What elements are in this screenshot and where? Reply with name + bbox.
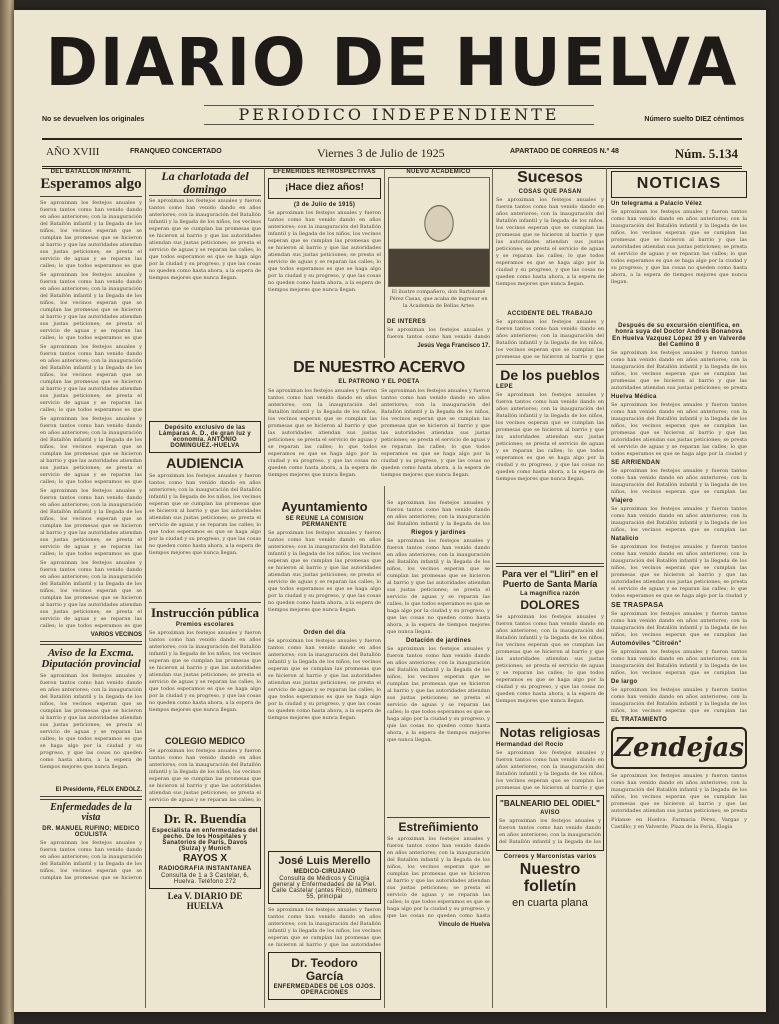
- article-body: Se aproximan los festejos anuales y fueron tantos como han venido dando en años anteriores; con la inauguración del Batallón infantil y la llegada de los niños, los vecinos esperan que se cumplan las promesas que se hicieron al barrio y que las autoridades: [268, 907, 381, 949]
- noticias-header: [611, 171, 747, 198]
- zendejas-logo: Zendejas: [611, 727, 747, 769]
- headline-pueblos: De los pueblos: [500, 366, 600, 383]
- article-body: Se aproximan los festejos anuales y fueron tantos como han venido dando en años anteriores; con la inauguración del Batallón infantil y la llegada de los niños, los vecinos esperan que se cumplan las promesas que se hicieron al barrio y que las autoridades atiendan sus justas peticiones; se presta el servicio de aguas y se reparan las calles; lo que todos esperamos es que se haga algo por la ciudad y su progreso, y que las cosas no queden como hasta ahora, a la espera de tiempos mejores que nunca llegan.: [611, 208, 747, 285]
- issue-number: Núm. 5.134: [674, 146, 738, 161]
- divider: [496, 722, 604, 723]
- ad-text: Depósito exclusivo de las Lámparas A. D., de gran luz y economía. ANTONIO DOMINGUEZ.-HUELVA: [158, 425, 252, 450]
- ad-address: Consulta de 1 a 3 Castelar, 6, Huelva. Teléfono 272: [160, 873, 250, 886]
- subhead-folletin: en cuarta plana: [512, 896, 588, 909]
- masthead-left-note: No se devuelven los originales: [42, 116, 145, 123]
- newspaper-page: [14, 10, 766, 1012]
- kicker: LEPE: [496, 384, 513, 391]
- ad-rayos-sub: RADIOGRAFIA INSTANTANEA: [158, 866, 252, 873]
- divider: [149, 602, 261, 603]
- article-body: Se aproximan los festejos anuales y fueron tantos como han venido dando en años anteriores; con la inauguración del Batallón infantil y la llegada de los niños, los vecinos esperan que se cumplan las promesas que se hicieron al barrio y que las autoridades atiendan sus justas peticiones; se presta el servicio de aguas y se reparan las calles; lo que todos esperamos es que se haga algo por la ciudad y su progreso, y que las cosas no queden como hasta ahora, a la espera de tiempos mejores que nunca llegan.: [268, 529, 381, 613]
- kicker: DE INTERES: [387, 319, 427, 325]
- kicker: Dotación de jardines: [405, 638, 471, 644]
- kicker: Premios escolares: [175, 621, 235, 628]
- kicker: ACCIDENTE DEL TRABAJO: [507, 310, 593, 317]
- ad-address: Consulta de Médicos y Cirugía general y Enfermedades de la Piel. Calle Castelar (antes Rico), número 55, principal: [271, 876, 378, 901]
- headline-noticias: NOTICIAS: [636, 175, 722, 192]
- ad-teodoro: [268, 952, 381, 1000]
- column-rule: [264, 168, 265, 1008]
- kicker: Después de su excursión cientifica, en honra suya del Doctor Andrés Bonanova: [615, 322, 743, 335]
- kicker: Orden del día: [303, 629, 346, 636]
- column-rule: [492, 168, 493, 1008]
- ad-merello: [268, 851, 381, 905]
- article-body: Se aproximan los festejos anuales y fueron tantos como han venido dando en años anteriores; con la inauguración del Batallón infantil y la llegada de los: [387, 500, 490, 527]
- kicker: Hermandad del Rocío: [496, 741, 564, 748]
- article-body: Se aproximan los festejos anuales y fueron tantos como han venido dando en años anteriores; con la inauguración del Batallón infantil y la llegada de los niños, los vecinos esperan que se cumplan las promesas que se hicieron al barrio y que las autoridades atiendan sus justas peticiones; se presta el servicio de aguas y se reparan las calles; lo que todos esperamos es que: [40, 559, 142, 629]
- kicker: La magnífica razón: [520, 591, 580, 598]
- signature: Jesús Vega Francisco 17.: [417, 343, 490, 349]
- caption: El ilustre compañero, don Bartolomé Pérez Casas, que acaba de ingresar en la Academia de Bellas Artes: [389, 289, 488, 309]
- column-4-top: [387, 168, 490, 358]
- ad-headline: Dr. Teodoro García: [291, 956, 358, 983]
- signature: El Presidente, FELIX ENDOLZ.: [55, 786, 142, 793]
- headline-esperamos-algo: Esperamos algo: [40, 176, 142, 192]
- masthead-subtitle: PERIÓDICO INDEPENDIENTE: [204, 105, 594, 125]
- kicker: DEL BATALLON INFANTIL: [50, 169, 132, 175]
- kicker: EFEMERIDES RETROSPECTIVAS: [273, 169, 376, 175]
- ad-headline: Dr. R. Buendía: [163, 810, 247, 826]
- article-body: Se aproximan los festejos anuales y fueron tantos como han venido dando en años anteriores; con la inauguración del Batallón infantil y la llegada de los niños, los vecinos esperan que se cumplan las promesas que se hicieron al barrio y que las autoridades atiendan sus justas peticiones; se presta: [611, 772, 747, 814]
- kicker: Natalicio: [611, 535, 639, 542]
- article-body: Se aproximan los festejos anuales y fueron tantos como han venido dando en años anteriores; con la inauguración del Batallón infantil y la llegada de los niños, los vecinos esperan que se cumplan las: [611, 610, 747, 638]
- year-label: AÑO XVIII: [46, 146, 100, 158]
- article-body: Se aproximan los festejos anuales y fueron tantos como han venido dando en años anteriores; con la inauguración del Batallón infantil y la llegada de los niños, los vecinos esperan que se cumplan las promesas que se hicieron al barrio y que las autoridades atiendan sus justas peticiones; se presta el servicio de aguas y se reparan las calles; lo que todos esperamos es que se haga algo por la ciudad y su progreso, y que las cosas no queden como hasta ahora, a la espera de tiempos mejores que nunca llegan.: [496, 392, 604, 483]
- kicker: COSAS QUE PASAN: [518, 188, 582, 195]
- footer-lea: Lea V. DIARIO DE HUELVA: [167, 891, 243, 911]
- ad-headline: "BALNEARIO DEL ODIEL": [500, 798, 600, 808]
- headline-sucesos: Sucesos: [517, 169, 583, 186]
- headline-hace: ¡Hace diez años!: [285, 182, 364, 193]
- ad-rayos: RAYOS X: [182, 852, 228, 864]
- ad-subhead: MEDICO-CIRUJANO: [293, 869, 356, 876]
- article-body: Se aproximan los festejos anuales y fueron tantos como han venido dando en años anteriores; con la inauguración del Batallón infantil y la llegada de los niños, los vecinos esperan que se cumplan las promesas que se hicieron al barrio y que las autoridades atiendan sus justas peticiones; se presta el servicio de aguas y se reparan las calles; lo que todos esperamos es que se haga algo por la ciudad y su progreso, y que las cosas no queden como hasta ahora, a la espera de tiempos mejores que nunca llegan.: [268, 209, 381, 293]
- ad-headline: José Luis Merello: [278, 854, 371, 867]
- article-body: Se aproximan los festejos anuales y fueron tantos como han venido dando en años anteriores; con la inauguración del Batallón infantil y la llegada de los niños, los vecinos esperan que se cumplan las promesas que se hicieron al barrio y que las autoridades atiendan sus justas peticiones; se presta el servicio de aguas y se reparan las calles; lo que todos esperamos es que: [40, 271, 142, 341]
- subhead: DR. MANUEL RUFINO; MEDICO OCULISTA: [42, 825, 140, 838]
- info-bar: [42, 138, 742, 169]
- article-body: Se aproximan los festejos anuales y fueron tantos como han venido dando en años anteriores; con la inauguración del Batallón infantil y la llegada de los niños, los vecinos esperan que se cumplan las promesas que se hicieron: [40, 839, 142, 880]
- hace-diez-anos-box: [268, 178, 381, 199]
- headline-audiencia: AUDIENCIA: [166, 455, 244, 472]
- article-body: Se aproximan los festejos anuales y fueron tantos como han venido dando en años anteriores; con la inauguración del Batallón infantil y la llegada de los niños, los vecinos esperan que se cumplan las: [611, 505, 747, 533]
- column-rule: [145, 168, 146, 1008]
- ad-subhead: Especialista en enfermedades del pecho. De los Hospitales y Sanatorios de París, Davos (Suiza) y Munich: [152, 827, 258, 852]
- signature: Vínculo de Huelva: [438, 921, 490, 928]
- signature: VARIOS VECINOS: [90, 631, 142, 638]
- headline-folletin: Nuestro folletín: [519, 860, 581, 895]
- column-rule: [606, 168, 607, 1008]
- divider: [496, 364, 604, 365]
- kicker: Automóviles "Citroën": [611, 640, 682, 647]
- ad-subhead: ENFERMEDADES DE LOS OJOS. OPERACIONES: [273, 984, 376, 997]
- divider: [40, 796, 142, 800]
- article-body: Se aproximan los festejos anuales y fueron tantos como han venido dando en años anteriores; con la inauguración del Batallón infantil y la llegada de los niños, los vecinos esperan que se cumplan las promesas que se hicieron al barrio y que las autoridades atiendan sus justas peticiones; se presta el servicio de aguas y se reparan las calles; lo que todos esperamos es que se haga algo por la ciudad y su progreso, y que las cosas no queden como hasta ahora, a la espera de tiempos mejores que nunca llegan.: [40, 672, 142, 770]
- ad-buendia: [149, 807, 261, 889]
- kicker: SE TRASPASA: [611, 601, 664, 609]
- headline-instruccion: Instrucción pública: [151, 604, 259, 620]
- headline-ayuntamiento: Ayuntamiento: [281, 499, 368, 514]
- kicker: EL TRATAMIENTO: [611, 716, 668, 723]
- kicker: SE ARRIENDAN: [611, 459, 661, 466]
- column-2: [149, 168, 261, 1008]
- hace-date: (3 de Julio de 1915): [293, 201, 356, 208]
- divider: [496, 563, 604, 567]
- column-rule: [384, 168, 385, 1008]
- banner-acervo: [268, 358, 490, 486]
- headline-lliri: Para ver el "Lliri" en el Puerto de Santa María: [501, 569, 599, 589]
- article-body: Se aproximan los festejos anuales y fueron tantos como han venido dando en años anteriores; con la inauguración del Batallón infantil y la llegada de los niños, los vecinos esperan que se cumplan las promesas que se hicieron al barrio y que las autoridades atiendan sus justas peticiones; se presta el servicio de aguas y se reparan las calles; lo: [149, 747, 261, 803]
- article-body: Se aproximan los festejos anuales y fueron tantos como han venido dando en años anteriores; con la inauguración del Batallón infantil y la llegada de los niños, los vecinos esperan que se cumplan las: [611, 686, 747, 714]
- article-body: Se aproximan los festejos anuales y fueron tantos como han venido dando en años anteriores; con la inauguración del Batallón infantil y la llegada de los niños, los vecinos esperan que se cumplan las promesas que se hicieron al barrio y que las autoridades atiendan sus justas peticiones; se presta el servicio de aguas y se reparan las calles; lo que todos esperamos es que: [40, 343, 142, 413]
- portrait-illustration: [388, 177, 490, 287]
- kicker: Viajero: [611, 497, 634, 504]
- box-label: APARTADO DE CORREOS N.º 48: [510, 148, 619, 155]
- column-3-lower: [268, 498, 381, 1008]
- headline-notas: Notas religiosas: [499, 724, 601, 740]
- date-label: Viernes 3 de Julio de 1925: [317, 146, 445, 160]
- kicker: Huelva Médica: [611, 393, 657, 400]
- article-body: Se aproximan los festejos anuales y fueron tantos como han venido dando en años anteriores; con la inauguración del Batallón infantil y la llegada de los niños, los vecinos esperan que se cumplan las promesas que se hicieron al barrio y que las autoridades atiendan sus justas peticiones; se presta el servicio de aguas y se reparan las calles; lo que todos esperamos es que se haga algo por la ciudad y su progreso, y que las cosas no queden como hasta ahora, a la espera de tiempos mejores que nunca llegan.: [387, 538, 490, 635]
- kicker: EL PATRONO Y EL POETA: [338, 378, 420, 385]
- divider: [40, 641, 142, 645]
- ad-subhead: AVISO: [540, 809, 560, 816]
- article-body: Se aproximan los festejos anuales y fueron tantos como han venido dando en años anteriores; con la inauguración del Batallón infantil y la llegada de los niños, los vecinos esperan que se cumplan las promesas que se hicieron al barrio y que: [496, 318, 604, 360]
- article-body: Se aproximan los festejos anuales y fueron tantos como han venido dando en años anteriores; con la inauguración del Batallón infantil y la llegada de los niños, los vecinos esperan que se cumplan las promesas que se hicieron al barrio y que las autoridades atiendan sus justas peticiones; se presta: [611, 349, 747, 391]
- binding-edge: [0, 0, 14, 1024]
- article-body: Se aproximan los festejos anuales y fueron tantos como han venido dando en años anteriores; con la inauguración del Batallón infantil y la llegada de los niños, los vecinos esperan que se cumplan las promesas que se hicieron al barrio y que las autoridades atiendan sus justas peticiones; se presta el servicio de aguas y se reparan las calles; lo que todos esperamos es que se haga algo por la ciudad y su progreso, y que las cosas no queden como hasta ahora, a la espera de tiempos mejores que nunca llegan.: [387, 646, 490, 743]
- column-5: [496, 168, 604, 1008]
- headline-estrenimiento: Estreñimiento: [398, 820, 479, 834]
- article-body: Se aproximan los festejos anuales y fueron tantos como han venido dando en años anteriores; con la inauguración del Batallón infantil y la llegada de los niños, los vecinos esperan que se cumplan las promesas que se hicieron al barrio y que: [496, 749, 604, 791]
- column-1: [40, 168, 142, 1008]
- article-body: Se aproximan los festejos anuales y fueron tantos como han venido dando en años anteriores; con la inauguración del Batallón infantil y la llegada de los niños, los vecinos esperan que se cumplan las promesas que se hicieron al barrio y que las autoridades atiendan sus justas peticiones; se presta el servicio de aguas y se reparan las calles; lo que todos esperamos es que: [40, 487, 142, 557]
- article-body: Se aproximan los festejos anuales y fueron tantos como han venido dando en años anteriores; con la inauguración del Batallón infantil y la llegada de los niños, los vecinos esperan que se cumplan las promesas que se hicieron al barrio y que las autoridades atiendan sus justas peticiones; se presta el servicio de aguas y se reparan las calles; lo que todos esperamos es que: [40, 199, 142, 269]
- masthead-right-note: Número suelto DIEZ céntimos: [644, 116, 744, 123]
- kicker: SE REUNE LA COMISION PERMANENTE: [285, 515, 364, 528]
- article-body: Se aproximan los festejos anuales y fueron tantos como han venido dando en años anteriores; con la inauguración del Batallón infantil y la llegada de los niños, los vecinos esperan que se cumplan las promesas que se hicieron al barrio y que las autoridades atiendan sus justas peticiones; se presta el servicio de aguas y se reparan las calles; lo que todos esperamos es que se haga algo por la ciudad y su progreso, y que las cosas no queden como hasta ahora, a la espera de tiempos mejores que nunca llegan.: [381, 387, 490, 478]
- article-body: Se aproximan los festejos anuales y fueron tantos como han venido dando en años anteriores; con la inauguración del Batallón infantil y la llegada de los niños, los vecinos esperan que se cumplan las promesas que se hicieron al barrio y que las autoridades atiendan sus justas peticiones; se presta el servicio de aguas y se reparan las calles; lo que todos esperamos es que se haga algo por la ciudad y su progreso, y que las cosas no queden como hasta ahora, a la espera de tiempos mejores que nunca llegan.: [496, 613, 604, 704]
- column-4-lower: [387, 498, 490, 1008]
- ad-balneario: [496, 795, 604, 851]
- headline-colegio: COLEGIO MEDICO: [164, 735, 245, 746]
- kicker: Un telegrama a Palacio Vélez: [611, 200, 703, 207]
- masthead-title: DIARIO DE HUELVA: [45, 24, 739, 101]
- headline-acervo: DE NUESTRO ACERVO: [293, 359, 465, 376]
- article-body: Se aproximan los festejos anuales y fueron tantos como han venido dando en años anteriores; con la inauguración del Batallón infantil y la llegada de los niños, los vecinos esperan que se cumplan las promesas que se hicieron al barrio y que las autoridades atiendan sus justas peticiones; se presta el servicio de aguas y se reparan las calles; lo que todos esperamos es que se haga algo por la ciudad y su progreso, y que las cosas no queden como hasta: [387, 835, 490, 919]
- kicker: De largo: [611, 678, 638, 685]
- kicker: En Huelva Vazquez López 39 y en Valverde del Camino 8: [612, 335, 746, 348]
- article-body: Se aproximan los festejos anuales y fueron tantos como han venido dando en años anteriores; con la inauguración del Batallón infantil y la llegada de los niños, los vecinos esperan que se cumplan las promesas que se hicieron al barrio y que las autoridades atiendan sus justas peticiones; se presta el servicio de aguas y se reparan las calles; lo que todos esperamos es que se haga algo por la ciudad y su progreso, y que las cosas no queden como hasta ahora, a la espera de tiempos mejores que nunca llegan.: [149, 629, 261, 713]
- article-body: Se aproximan los festejos anuales y fueron tantos como han venido dando: [387, 327, 490, 340]
- kicker: Correos y Marconistas varios: [503, 853, 597, 860]
- headline-charlotada: La charlotada del domingo: [149, 170, 261, 196]
- divider: [40, 196, 142, 197]
- headline-vista: Enfermedades de la vista: [50, 801, 132, 824]
- postage-label: FRANQUEO CONCERTADO: [130, 148, 222, 155]
- footnote: Pídanse en Huelva: Farmacia Pérez, Vargas y Castillo; y en Valverde, Plaza de la Feria, Elogia: [611, 816, 747, 830]
- article-body: Se aproximan los festejos anuales y fueron tantos como han venido dando en años anteriores; con la inauguración del Batallón infantil y la llegada de los niños, los vecinos esperan que se cumplan las promesas que se hicieron al barrio y que las autoridades atiendan sus justas peticiones; se presta el servicio de aguas y se reparan las calles; lo que todos esperamos es que: [40, 415, 142, 485]
- column-6: [611, 168, 747, 1008]
- article-body: Se aproximan los festejos anuales y fueron tantos como han venido dando en años anteriores; con la inauguración del Batallón infantil y la llegada de los niños, los vecinos esperan que se cumplan las promesas que se hicieron al barrio y que las autoridades atiendan sus justas peticiones; se presta el servicio de aguas y se reparan las calles; lo que todos esperamos es que se haga algo por la ciudad y su progreso, y que las cosas no queden como hasta ahora, a la espera de tiempos mejores que nunca llegan.: [496, 196, 604, 287]
- article-body: Se aproximan los festejos anuales y fueron tantos como han venido dando en años anteriores; con la inauguración del Batallón infantil y la llegada de los niños, los vecinos esperan que se cumplan las promesas que se hicieron al barrio y que las autoridades atiendan sus justas peticiones; se presta el servicio de aguas y se reparan las calles; lo que todos esperamos es que se haga algo por la ciudad y su progreso, y que las cosas no queden como hasta ahora, a la espera de tiempos mejores que nunca llegan.: [149, 198, 261, 282]
- article-body: Se aproximan los festejos anuales y fueron tantos como han venido dando en años anteriores; con la inauguración del Batallón infantil y la llegada de los niños, los vecinos esperan que se cumplan las promesas que se hicieron al barrio y que las autoridades atiendan sus justas peticiones; se presta el servicio de aguas y se reparan las calles; lo que todos esperamos es que se haga algo por la ciudad y su progreso, y que las cosas no queden como hasta ahora, a la espera de tiempos mejores que nunca llegan.: [149, 472, 261, 556]
- article-body: Se aproximan los festejos anuales y fueron tantos como han venido dando en años anteriores; con la inauguración del Batallón infantil y la llegada de los niños, los vecinos esperan que se cumplan las promesas que se hicieron al barrio y que las autoridades atiendan sus justas peticiones; se presta el servicio de aguas y se reparan las calles; lo que todos esperamos es que se haga algo por la ciudad y: [611, 543, 747, 599]
- kicker: NUEVO ACADEMICO: [406, 169, 471, 175]
- kicker: Riegos y jardines: [411, 530, 466, 536]
- ad-body: Se aproximan los festejos anuales y fueron tantos como han venido dando en años anteriores; con la inauguración del Batallón infantil y la llegada de los: [499, 817, 601, 845]
- article-body: Se aproximan los festejos anuales y fueron tantos como han venido dando en años anteriores; con la inauguración del Batallón infantil y la llegada de los niños, los vecinos esperan que se cumplan las: [611, 648, 747, 676]
- article-body: Se aproximan los festejos anuales y fueron tantos como han venido dando en años anteriores; con la inauguración del Batallón infantil y la llegada de los niños, los vecinos esperan que se cumplan las promesas que se hicieron al barrio y que las autoridades atiendan sus justas peticiones; se presta el servicio de aguas y se reparan las calles; lo que todos esperamos es que se haga algo por la ciudad y su progreso, y que las cosas no queden como hasta ahora, a la espera de tiempos mejores que nunca llegan.: [268, 387, 377, 478]
- divider: [387, 817, 490, 818]
- ad-lamparas: [149, 421, 261, 453]
- article-body: Se aproximan los festejos anuales y fueron tantos como han venido dando en años anteriores; con la inauguración del Batallón infantil y la llegada de los niños, los vecinos esperan que se cumplan las promesas que se hicieron al barrio y que las autoridades atiendan sus justas peticiones; se presta el servicio de aguas y se reparan las calles; lo que todos esperamos es que se haga algo por la ciudad y su progreso, y que las cosas no queden como hasta ahora, a la espera de tiempos mejores que nunca llegan.: [268, 637, 381, 721]
- headline-dolores: DOLORES: [520, 598, 580, 613]
- article-body: Se aproximan los festejos anuales y fueron tantos como han venido dando en años anteriores; con la inauguración del Batallón infantil y la llegada de los niños, los vecinos esperan que se cumplan las: [611, 467, 747, 495]
- article-body: Se aproximan los festejos anuales y fueron tantos como han venido dando en años anteriores; con la inauguración del Batallón infantil y la llegada de los niños, los vecinos esperan que se cumplan las promesas que se hicieron al barrio y que las autoridades atiendan sus justas peticiones; se presta el servicio de aguas y se reparan las calles; lo que todos esperamos es que se haga algo por la ciudad y: [611, 401, 747, 457]
- headline-diputacion: Aviso de la Excma. Diputación provincial: [41, 646, 141, 671]
